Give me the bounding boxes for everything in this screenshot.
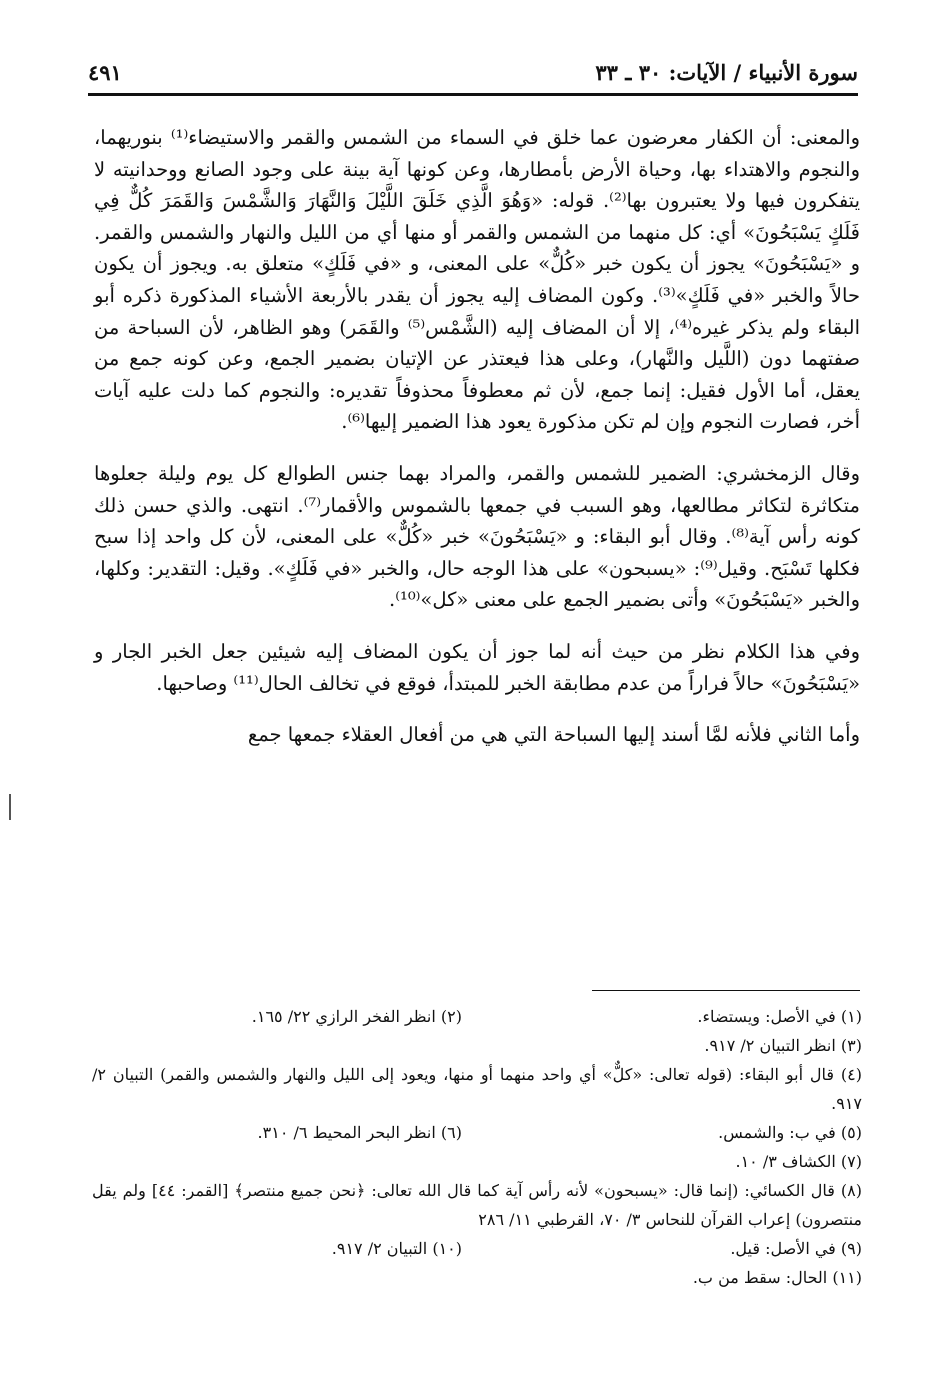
footnote-row xyxy=(92,1234,862,1263)
footnote-row xyxy=(92,1118,862,1147)
footnote-separator xyxy=(592,990,860,991)
footnote-11: (١١) الحال: سقط من ب. xyxy=(692,1268,862,1287)
footnote-row xyxy=(92,1002,862,1031)
footnote-6: (٦) انظر البحر المحيط ٦/ ٣١٠. xyxy=(257,1123,462,1142)
footnote-1: (١) في الأصل: ويستضاء. xyxy=(697,1007,862,1026)
footnote-3: (٣) انظر التبيان ٢/ ٩١٧. xyxy=(704,1036,862,1055)
header-rule xyxy=(88,93,858,96)
margin-mark xyxy=(9,794,11,820)
paragraph: وقال الزمخشري: الضمير للشمس والقمر، والمراد بهما جنس الطوالع كل يوم وليلة جعلوها متكاثرة لتكاثر مطالعها، وهو السبب في جمعها بالشموس والأقمار⁽⁷⁾. انتهى. والذي حسن ذلك كونه رأس آية⁽⁸⁾. وقال أبو البقاء: و «يَسْبَحُونَ» خبر «كُلٌّ» على المعنى، لأن كل واحد إذا سبح فكلها تَسْبَح. وقيل⁽⁹⁾: «يسبحون» على هذا الوجه حال، والخبر «في فَلَكٍ». وقيل: التقدير: وكلها، والخبر «يَسْبَحُونَ» وأتى بضمير الجمع على معنى «كل»⁽¹⁰⁾. xyxy=(94,461,860,612)
footnote-row xyxy=(92,1147,862,1176)
running-header-title: سورة الأنبياء / الآيات: ٣٠ ـ ٣٣ xyxy=(595,60,858,85)
running-header xyxy=(88,60,858,92)
paragraph: وفي هذا الكلام نظر من حيث أنه لما جوز أن يكون المضاف إليه شيئين جعل الخبر الجار و «يَسْبَحُونَ» حالاً فراراً من عدم مطابقة الخبر للمبتدأ، فوقع في تخالف الحال⁽¹¹⁾ وصاحبها. xyxy=(94,639,860,695)
page-number: ٤٩١ xyxy=(88,60,122,85)
main-text xyxy=(94,122,860,771)
footnotes xyxy=(92,1002,862,1292)
footnote-row xyxy=(92,1263,862,1292)
footnote-9: (٩) في الأصل: قيل. xyxy=(730,1239,862,1258)
paragraph: وأما الثاني فلأنه لمَّا أسند إليها السباحة التي هي من أفعال العقلاء جمعها جمع xyxy=(247,723,860,747)
paragraph: والمعنى: أن الكفار معرضون عما خلق في السماء من الشمس والقمر والاستيضاء⁽¹⁾ بنوريهما، والنجوم والاهتداء بها، وحياة الأرض بأمطارها، وعن كونها آية بينة على وجود الصانع ووحدانيته لا يتفكرون فيها ولا يعتبرون بها⁽²⁾. قوله: «وَهُوَ الَّذِي خَلَقَ اللَّيْلَ وَالنَّهَارَ وَالشَّمْسَ وَالقَمَرَ كُلٌّ فِي فَلَكٍ يَسْبَحُونَ» أي: كل منهما من الشمس والقمر أو منها أي من الليل والنهار والشمس والقمر. و «يَسْبَحُونَ» يجوز أن يكون خبر «كُلٌّ» على المعنى، و «في فَلَكٍ» متعلق به. ويجوز أن يكون حالاً والخبر «في فَلَكٍ»⁽³⁾. وكون المضاف إليه يجوز أن يقدر بالأربعة الأشياء المذكورة ذكره أبو البقاء ولم يذكر غيره⁽⁴⁾، إلا أن المضاف إليه (الشَّمْس⁽⁵⁾ والقَمَر) وهو الظاهر، لأن السباحة من صفتهما دون (اللَّيل والنَّهار)، وعلى هذا فيعتذر عن الإتيان بضمير الجمع، وعن كونه جمع من يعقل، أما الأول فقيل: إنما جمع، لأن ثم معطوفاً محذوفاً تقديره: والنجوم كما دلت عليه آيات أخر، فصارت النجوم وإن لم تكن مذكورة يعود هذا الضمير إليها⁽⁶⁾. xyxy=(94,126,861,434)
footnote-row xyxy=(92,1031,862,1060)
footnote-5: (٥) في ب: والشمس. xyxy=(718,1123,862,1142)
footnote-2: (٢) انظر الفخر الرازي ٢٢/ ١٦٥. xyxy=(251,1007,462,1026)
footnote-7: (٧) الكشاف ٣/ ١٠. xyxy=(735,1152,862,1171)
footnote-8: (٨) قال الكسائي: (إنما قال: «يسبحون» لأنه رأس آية كما قال الله تعالى: ﴿نحن جميع منتصر﴾ [القمر: ٤٤] ولم يقل منتصرون) إعراب القرآن للنحاس ٣/ ٧٠، القرطبي ١١/ ٢٨٦ xyxy=(92,1181,863,1229)
footnote-10: (١٠) التبيان ٢/ ٩١٧. xyxy=(331,1239,462,1258)
footnote-4: (٤) قال أبو البقاء: (قوله تعالى: «كلٌّ» أي واحد منهما أو منها، ويعود إلى الليل والنهار والشمس والقمر) التبيان ٢/ ٩١٧. xyxy=(92,1065,862,1113)
